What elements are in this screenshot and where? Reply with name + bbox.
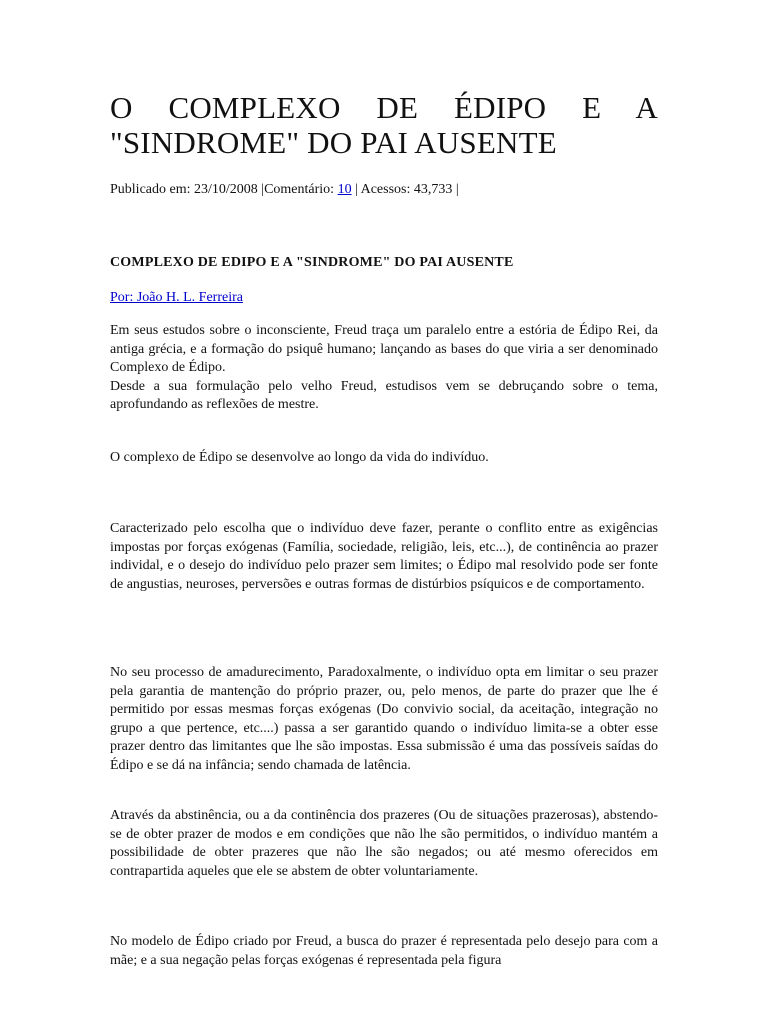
paragraph-5: Através da abstinência, ou a da continência dos prazeres (Ou de situações prazerosas), abstendo-se de obter prazer de modos e em condições que não lhe são permitidos, o indivíduo mantém a possibilidade de obter prazeres que não lhe são negados; ou até mesmo oferecidos em contrapartida aqueles que ele se abstem de obter voluntariamente. (110, 808, 658, 879)
paragraph-4: No seu processo de amadurecimento, Paradoxalmente, o indivíduo opta em limitar o seu prazer pela garantia de mantenção do próprio prazer, ou, pelo menos, de parte do prazer que lhe é permitido por essas mesmas forças exógenas (Do convivio social, da aceitação, integração no grupo a que pertence, etc....) passa a ser garantido quando o indivíduo limita-se a obter esse prazer dentro das limitantes que lhe são impostas. Essa submissão é uma das possíveis saídas do Édipo e se dá na infância; sendo chamada de latência. (110, 665, 658, 773)
article-title (110, 90, 658, 160)
author-link[interactable]: Por: João H. L. Ferreira (110, 290, 243, 305)
paragraph-6: No modelo de Édipo criado por Freud, a busca do prazer é representada pelo desejo para com a mãe; e a sua negação pelas forças exógenas é representada pela figura (110, 934, 658, 968)
paragraph-2: O complexo de Édipo se desenvolve ao longo da vida do indivíduo. (110, 450, 489, 465)
comments-count-link[interactable]: 10 (337, 182, 352, 197)
author-byline (110, 289, 243, 307)
paragraph-1b: Desde a sua formulação pelo velho Freud, estudisos vem se debruçando sobre o tema, aprofundando as reflexões de mestre. (110, 378, 658, 412)
article-title-line-1: O COMPLEXO DE ÉDIPO E A (110, 90, 658, 125)
published-date-text: Publicado em: 23/10/2008 |Comentário: (110, 182, 338, 197)
access-count-text: | Acessos: 43,733 | (351, 182, 459, 197)
paragraph-1: Em seus estudos sobre o inconsciente, Freud traça um paralelo entre a estória de Édipo Rei, da antiga grécia, e a formação do psiquê humano; lançando as bases do que viria a ser denominado Complexo de Édipo. (110, 323, 658, 375)
article-title-line-2: "SINDROME" DO PAI AUSENTE (110, 125, 557, 160)
article-subtitle: COMPLEXO DE EDIPO E A "SINDROME" DO PAI AUSENTE (110, 255, 514, 270)
paragraph-3: Caracterizado pelo escolha que o indivíduo deve fazer, perante o conflito entre as exigências impostas por forças exógenas (Família, sociedade, religião, leis, etc...), de continência ao prazer individal, e o desejo do indivíduo pelo prazer sem limites; o Édipo mal resolvido pode ser fonte de angustias, neuroses, perversões e outras formas de distúrbios psíquicos e de comportamento. (110, 521, 658, 592)
article-meta (110, 181, 459, 199)
